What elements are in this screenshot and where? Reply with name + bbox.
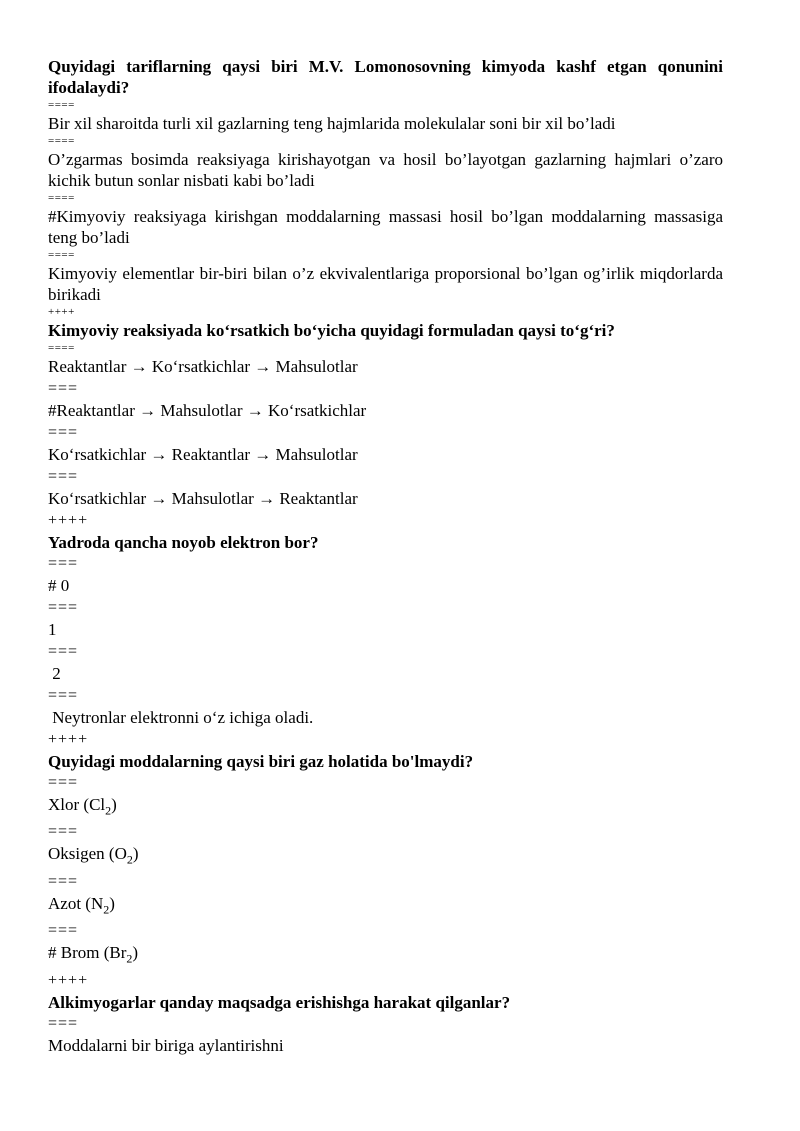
separator: ====	[48, 192, 75, 204]
separator: ===	[48, 1014, 79, 1032]
answer-option: Ko‘rsatkichlar → Mahsulotlar → Reaktantlar	[48, 489, 358, 508]
answer-option: Reaktantlar → Ko‘rsatkichlar → Mahsulotlar	[48, 357, 358, 376]
formula-subscript: 2	[126, 951, 133, 966]
separator: ===	[48, 555, 79, 572]
document-page	[48, 56, 723, 1057]
formula-close: )	[132, 943, 139, 963]
separator: ===	[48, 823, 79, 841]
answer-option-correct	[48, 942, 723, 969]
block-end-marker: ++++	[48, 306, 75, 318]
block-end-marker: ++++	[48, 971, 89, 989]
question-text: Yadroda qancha noyob elektron bor?	[48, 533, 319, 552]
answer-option: Ko‘rsatkichlar → Reaktantlar → Mahsulotlar	[48, 445, 358, 464]
formula-subscript: 2	[103, 902, 110, 917]
separator: ===	[48, 687, 79, 704]
formula-text: Oksigen (O	[48, 844, 127, 864]
separator: ====	[48, 99, 75, 111]
question-text: Kimyoviy reaksiyada ko‘rsatkich bo‘yicha quyidagi formuladan qaysi to‘g‘ri?	[48, 321, 615, 340]
question-block-3	[48, 532, 723, 751]
question-text: Quyidagi tariflarning qaysi biri M.V. Lomonosovning kimyoda kashf etgan qonunini ifodalaydi?	[48, 57, 723, 97]
question-text: Alkimyogarlar qanday maqsadga erishishga harakat qilganlar?	[48, 992, 511, 1012]
formula-close: )	[111, 795, 117, 814]
separator: ===	[48, 468, 79, 485]
question-block-1	[48, 56, 723, 320]
separator: ===	[48, 599, 79, 616]
formula-close: )	[109, 893, 115, 913]
formula-text: # Brom (Br	[48, 943, 127, 963]
answer-option: 2	[48, 664, 61, 683]
question-block-2	[48, 320, 723, 532]
separator: ===	[48, 424, 79, 441]
answer-option: Neytronlar elektronni o‘z ichiga oladi.	[48, 708, 314, 727]
formula-subscript: 2	[105, 803, 112, 818]
answer-option: 1	[48, 620, 57, 639]
question-block-4	[48, 751, 723, 992]
formula-text: Xlor (Cl	[48, 795, 106, 814]
block-end-marker: ++++	[48, 512, 89, 529]
block-end-marker: ++++	[48, 731, 89, 748]
answer-option-correct: #Reaktantlar → Mahsulotlar → Ko‘rsatkichlar	[48, 401, 367, 420]
separator: ====	[48, 342, 75, 354]
answer-option: Bir xil sharoitda turli xil gazlarning teng hajmlarida molekulalar soni bir xil bo’ladi	[48, 114, 616, 133]
answer-option: Kimyoviy elementlar bir-biri bilan o’z ekvivalentlariga proporsional bo’lgan og’irlik miqdorlarda birikadi	[48, 264, 723, 304]
answer-option: Moddalarni bir biriga aylantirishni	[48, 1035, 284, 1055]
separator: ===	[48, 774, 79, 791]
separator: ====	[48, 135, 75, 147]
formula-text: Azot (N	[48, 893, 104, 913]
formula-close: )	[132, 844, 139, 864]
answer-option: O’zgarmas bosimda reaksiyaga kirishayotgan va hosil bo’layotgan gazlarning hajmlari o’zaro kichik butun sonlar nisbati kabi bo’ladi	[48, 150, 723, 190]
separator: ===	[48, 922, 79, 940]
separator: ====	[48, 249, 75, 261]
separator: ===	[48, 872, 79, 890]
question-block-5	[48, 992, 723, 1057]
question-text: Quyidagi moddalarning qaysi biri gaz holatida bo'lmaydi?	[48, 752, 474, 771]
answer-option-correct: #Kimyoviy reaksiyaga kirishgan moddalarning massasi hosil bo’lgan moddalarning massasiga teng bo’ladi	[48, 207, 723, 247]
separator: ===	[48, 643, 79, 660]
answer-option	[48, 794, 723, 821]
answer-option	[48, 893, 723, 920]
answer-option	[48, 843, 723, 870]
formula-subscript: 2	[126, 852, 133, 867]
answer-option-correct: # 0	[48, 576, 70, 595]
separator: ===	[48, 380, 79, 397]
